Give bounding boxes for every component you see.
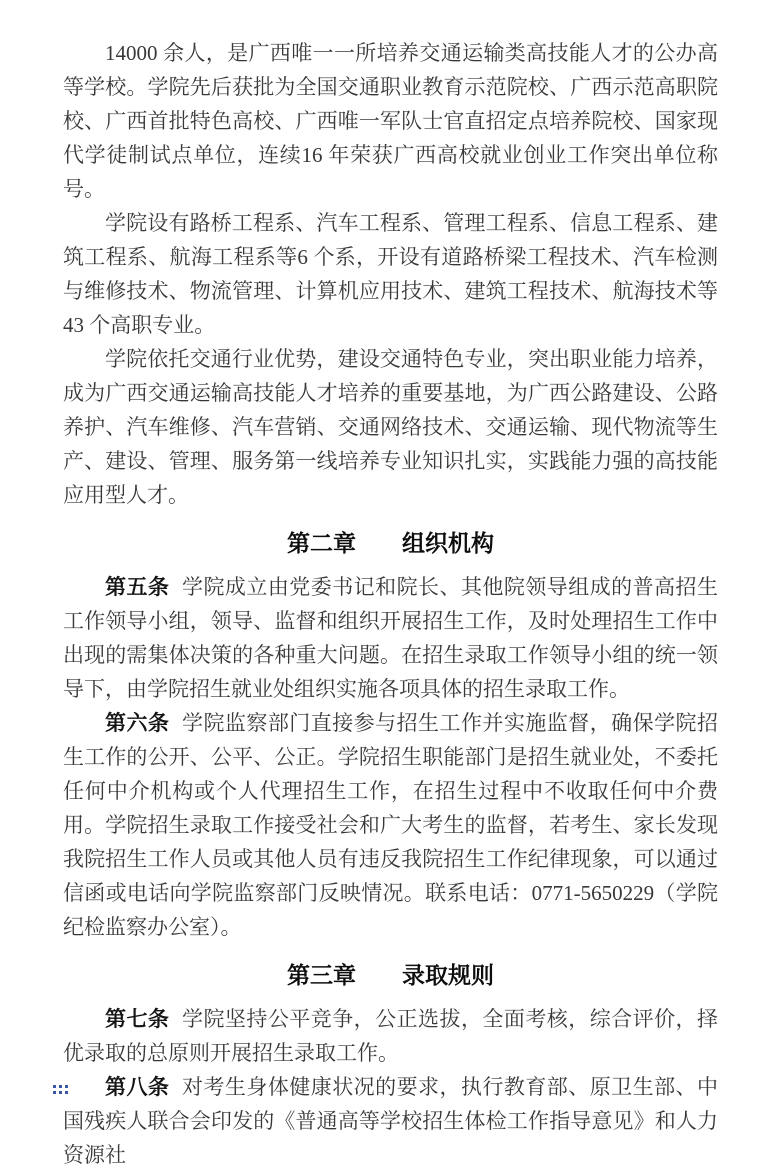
page-corner-dots-mark <box>53 1085 68 1097</box>
article-7-label: 第七条 <box>105 1007 170 1031</box>
article-8-label: 第八条 <box>105 1075 170 1099</box>
paragraph-article-7 <box>63 1002 718 1070</box>
chapter-2-heading: 第二章 组织机构 <box>287 530 494 556</box>
article-8-text: 对考生身体健康状况的要求，执行教育部、原卫生部、中国残疾人联合会印发的《普通高等学校招生体检工作指导意见》和人力资源社 <box>63 1075 719 1167</box>
chapter-3-heading: 第三章 录取规则 <box>287 962 494 988</box>
article-6-label: 第六条 <box>105 711 170 735</box>
article-7-text: 学院坚持公平竞争，公正选拔，全面考核，综合评价，择优录取的总原则开展招生录取工作。 <box>63 1007 719 1065</box>
paragraph-article-8 <box>63 1070 718 1172</box>
article-6-text: 学院监察部门直接参与招生工作并实施监督，确保学院招生工作的公开、公平、公正。学院招生职能部门是招生就业处，不委托任何中介机构或个人代理招生工作，在招生过程中不收取任何中介费用。学院招生录取工作接受社会和广大考生的监督，若考生、家长发现我院招生工作人员或其他人员有违反我院招生工作纪律现象，可以通过信函或电话向学院监察部门反映情况。联系电话：0771-5650229（学院纪检监察办公室）。 <box>63 711 719 939</box>
paragraph-mission: 学院依托交通行业优势，建设交通特色专业，突出职业能力培养，成为广西交通运输高技能人才培养的重要基地，为广西公路建设、公路养护、汽车维修、汽车营销、交通网络技术、交通运输、现代物流等生产、建设、管理、服务第一线培养专业知识扎实，实践能力强的高技能应用型人才。 <box>63 347 718 507</box>
article-5-label: 第五条 <box>105 575 170 599</box>
paragraph-departments: 学院设有路桥工程系、汽车工程系、管理工程系、信息工程系、建筑工程系、航海工程系等6 个系，开设有道路桥梁工程技术、汽车检测与维修技术、物流管理、计算机应用技术、建筑工程技术、航海技术等43 个高职专业。 <box>63 211 718 337</box>
paragraph-article-5 <box>63 570 718 706</box>
article-5-text: 学院成立由党委书记和院长、其他院领导组成的普高招生工作领导小组，领导、监督和组织开展招生工作，及时处理招生工作中出现的需集体决策的各种重大问题。在招生录取工作领导小组的统一领导下，由学院招生就业处组织实施各项具体的招生录取工作。 <box>63 575 719 701</box>
paragraph-article-6 <box>63 706 718 944</box>
paragraph-school-overview: 14000 余人，是广西唯一一所培养交通运输类高技能人才的公办高等学校。学院先后获批为全国交通职业教育示范院校、广西示范高职院校、广西首批特色高校、广西唯一军队士官直招定点培养院校、国家现代学徒制试点单位，连续16 年荣获广西高校就业创业工作突出单位称号。 <box>63 41 718 201</box>
